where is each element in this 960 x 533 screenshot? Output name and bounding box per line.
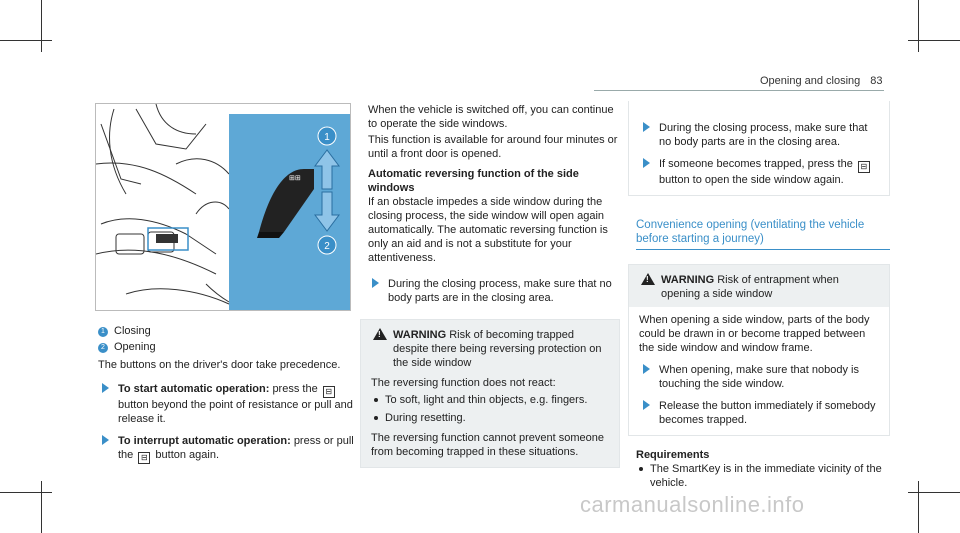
legend-item <box>98 324 354 338</box>
step-text: If someone becomes trapped, press the <box>659 158 853 170</box>
watermark: carmanualsonline.info <box>580 492 805 517</box>
legend-label: Opening <box>114 341 156 353</box>
step-text: button to open the side window again. <box>659 174 844 186</box>
warning-triangle-icon <box>641 273 655 285</box>
warning-header-band <box>629 265 889 307</box>
door-panel-illustration <box>95 103 351 311</box>
crop-mark <box>41 481 42 533</box>
section-rule <box>636 249 890 250</box>
svg-text:⊞⊞: ⊞⊞ <box>289 175 301 182</box>
bullet-text: The SmartKey is in the immediate vicinity of the vehicle. <box>650 463 882 489</box>
step-title: To start automatic operation: <box>118 383 270 395</box>
step-title: To interrupt automatic operation: <box>118 435 291 447</box>
crop-mark <box>918 0 919 52</box>
section-title: Convenience opening (ventilating the vehicle before starting a journey) <box>636 219 865 245</box>
header-rule <box>594 90 884 91</box>
crop-mark <box>0 492 52 493</box>
step-text: press the <box>272 383 318 395</box>
warning-step <box>639 399 881 427</box>
step-text: During the closing process, make sure that no body parts are in the closing area. <box>388 278 612 304</box>
column-3 <box>636 103 890 494</box>
triangle-right-icon <box>372 278 379 288</box>
warning-header <box>639 273 881 301</box>
header-section: Opening and closing <box>760 75 861 87</box>
warning-text: When opening a side window, parts of the body could be drawn in or become trapped between the side window and window frame. <box>639 314 870 354</box>
paragraph: If an obstacle impedes a side window during the closing process, the side window will open again automatically. The automatic reversing function is only an aid and is not a substitute for your attentiveness. <box>368 196 608 264</box>
step-text: button again. <box>155 449 220 461</box>
steps-block <box>98 382 354 464</box>
step-text: When opening, make sure that nobody is touching the side window. <box>659 364 859 390</box>
triangle-right-icon <box>102 435 109 445</box>
step-text: Release the button immediately if somebody becomes trapped. <box>659 400 876 426</box>
warning-label: WARNING <box>393 329 447 341</box>
crop-mark <box>908 40 960 41</box>
column-1 <box>98 324 354 472</box>
bullet-text: During resetting. <box>385 412 466 424</box>
warning-bullet <box>371 393 611 407</box>
warning-box <box>628 264 890 436</box>
step-text: button beyond the point of resistance or pull and release it. <box>118 399 353 425</box>
triangle-right-icon <box>643 122 650 132</box>
step-closing-safety <box>368 277 620 305</box>
triangle-right-icon <box>643 400 650 410</box>
triangle-right-icon <box>102 383 109 393</box>
step-start-auto <box>98 382 354 426</box>
requirement-item <box>636 462 890 490</box>
warning-header <box>371 328 611 370</box>
switch-detail-inset <box>229 114 351 311</box>
section-heading-block <box>636 218 890 250</box>
paragraph: This function is available for around four minutes or until a front door is opened. <box>368 134 618 160</box>
window-switch-detail <box>229 114 351 311</box>
subheading: Automatic reversing function of the side windows <box>368 168 579 194</box>
window-switch-icon <box>259 169 314 232</box>
crop-mark <box>41 0 42 52</box>
step-closing-safety <box>639 121 881 149</box>
paragraph: When the vehicle is switched off, you can continue to operate the side windows. <box>368 104 614 130</box>
crop-mark <box>918 481 919 533</box>
requirements-heading: Requirements <box>636 449 710 461</box>
window-switch-icon: ⊟ <box>323 386 335 398</box>
warning-bullet <box>371 411 611 425</box>
running-header <box>760 74 883 88</box>
warning-label: WARNING <box>661 274 715 286</box>
warning-continuation <box>628 101 890 196</box>
triangle-right-icon <box>643 364 650 374</box>
step-interrupt-auto <box>98 434 354 464</box>
step-text: press or pull the <box>118 435 354 461</box>
warning-step <box>639 363 881 391</box>
crop-mark <box>908 492 960 493</box>
requirements-block <box>636 448 890 490</box>
legend-num: 2 <box>98 343 108 353</box>
window-switch-icon: ⊟ <box>858 161 870 173</box>
column-2 <box>368 103 620 468</box>
warning-box <box>360 319 620 468</box>
warning-text: The reversing function does not react: <box>371 377 556 389</box>
crop-mark <box>0 40 52 41</box>
warning-text: The reversing function cannot prevent someone from becoming trapped in these situations. <box>371 432 604 458</box>
callout-1: 1 <box>324 132 330 143</box>
step-text: During the closing process, make sure that no body parts are in the closing area. <box>659 122 868 148</box>
page-number: 83 <box>870 75 883 87</box>
warning-title: Risk of becoming trapped despite there being reversing protection on the side window <box>393 329 602 369</box>
arrow-down-icon <box>315 192 339 231</box>
triangle-right-icon <box>643 158 650 168</box>
warning-title: Risk of entrapment when opening a side window <box>661 274 839 300</box>
window-switch-icon: ⊟ <box>138 452 150 464</box>
step-trapped <box>639 157 881 187</box>
legend-label: Closing <box>114 325 151 337</box>
legend-num: 1 <box>98 327 108 337</box>
bullet-text: To soft, light and thin objects, e.g. fingers. <box>385 394 588 406</box>
intro-text: The buttons on the driver's door take precedence. <box>98 359 341 371</box>
legend-item <box>98 340 354 354</box>
warning-triangle-icon <box>373 328 387 340</box>
arrow-up-icon <box>315 150 339 189</box>
callout-2: 2 <box>324 241 330 252</box>
